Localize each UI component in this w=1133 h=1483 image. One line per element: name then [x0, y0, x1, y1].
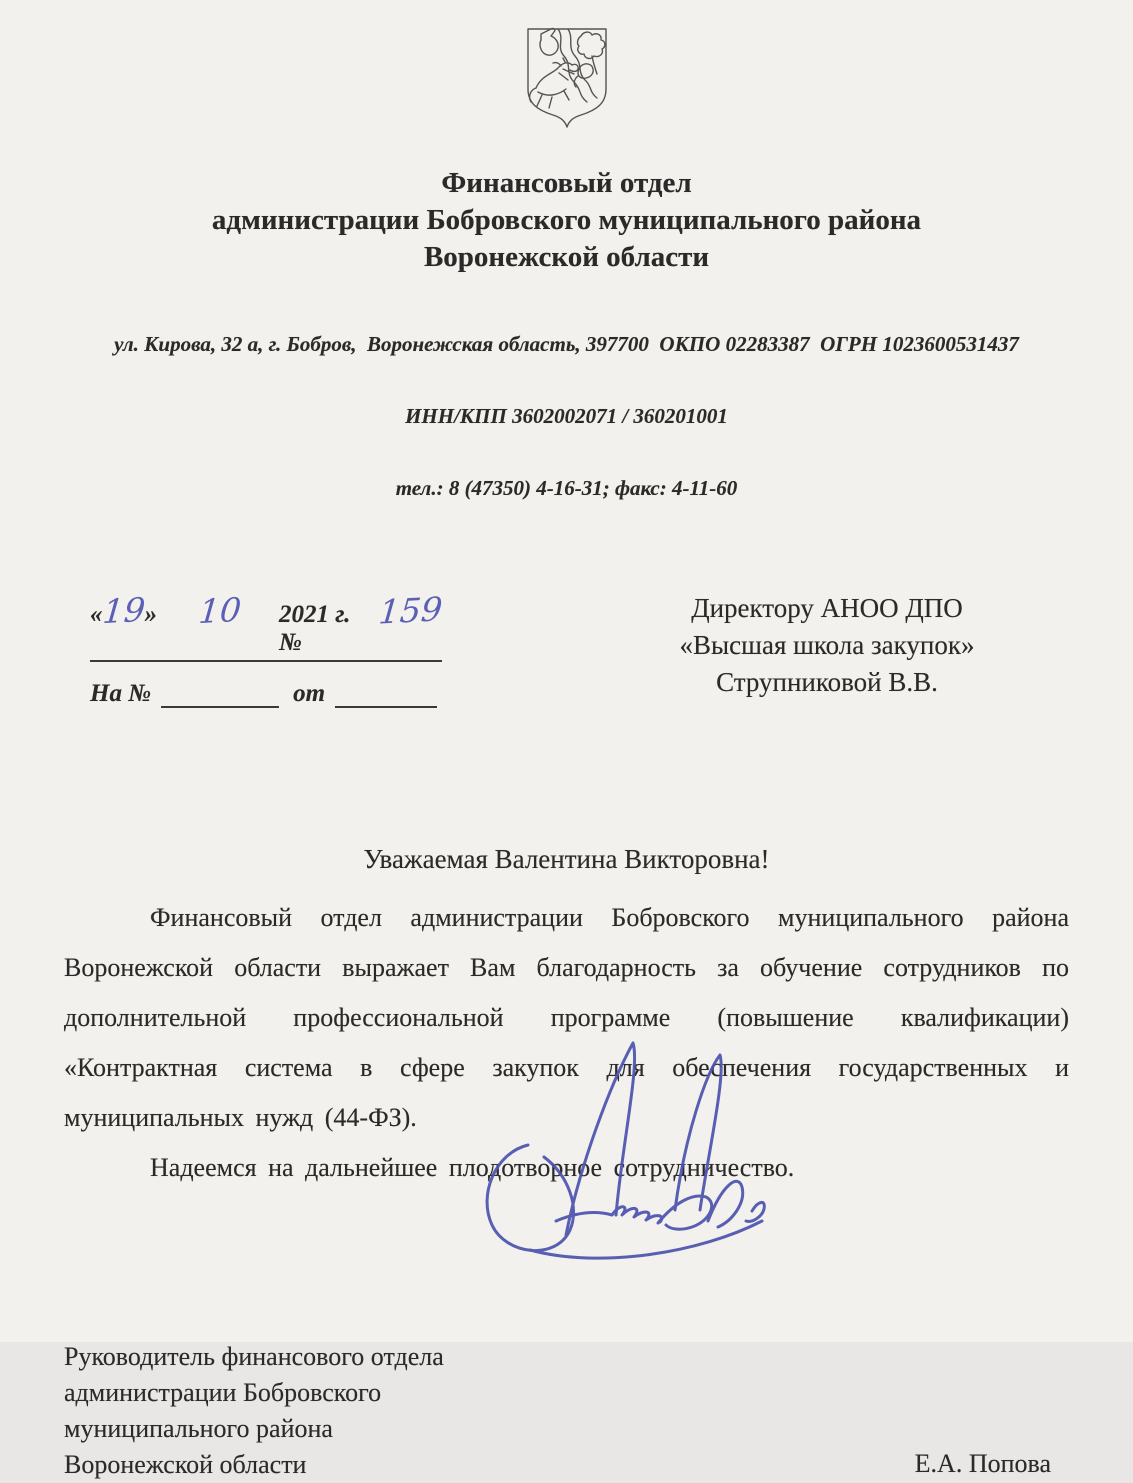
org-name-line-2: администрации Бобровского муниципального района [211, 204, 922, 236]
bobrov-coat-of-arms-icon [519, 26, 615, 130]
org-name-line-1: Финансовый отдел [441, 167, 692, 199]
handwritten-number: 159 [377, 589, 444, 632]
salutation: Уважаемая Валентина Викторовна! [363, 844, 770, 875]
handwritten-month: 10 [197, 589, 243, 632]
addressee-line-3: Струпниковой В.В. [716, 667, 938, 697]
reply-from-label: от [293, 680, 326, 708]
letterhead [64, 165, 1069, 548]
open-quote: « [90, 601, 103, 628]
signer-position [64, 1339, 444, 1483]
org-phone-line: тел.: 8 (47350) 4-16-31; факс: 4-11-60 [395, 476, 738, 500]
blank-line [161, 680, 279, 708]
signer-position-line-1: Руководитель финансового отдела [64, 1342, 444, 1372]
org-name-line-3: Воронежской области [423, 241, 710, 273]
addressee-block [643, 590, 1011, 701]
close-quote: » [144, 601, 157, 628]
body-paragraph-1: Финансовый отдел администрации Бобровского муниципального района Воронежской области выражает Вам благодарность за обучение сотрудников по дополнительной профессиональной программе (повышение квалификации) «Контрактная система в сфере закупок для обеспечения государственных и муниципальных нужд (44-ФЗ). [64, 903, 1069, 1133]
signature-block [64, 1339, 1069, 1483]
org-address-line: ул. Кирова, 32 а, г. Бобров, Воронежская область, 397700 ОКПО 02283387 ОГРН 1023600531437 [114, 332, 1019, 356]
reply-reference-line [90, 680, 442, 708]
date-number-line [90, 589, 444, 662]
reply-label: На № [90, 680, 152, 708]
body-paragraph-2: Надеемся на дальнейшее плодотворное сотрудничество. [150, 1153, 795, 1183]
signer-position-line-3: муниципального района [64, 1414, 333, 1444]
reference-block [90, 589, 444, 708]
handwritten-day: 19 [100, 589, 147, 632]
signer-position-line-2: администрации Бобровского [64, 1378, 382, 1408]
blank-line [335, 680, 437, 708]
handwritten-signature-icon [470, 1025, 800, 1285]
addressee-line-1: Директору АНОО ДПО [691, 593, 963, 623]
signer-position-line-4: Воронежской области [64, 1450, 307, 1480]
org-inn-kpp-line: ИНН/КПП 3602002071 / 360201001 [405, 404, 728, 428]
reference-and-addressee-row [64, 589, 1069, 708]
year-number-label: 2021 г. № [279, 601, 351, 656]
letterhead-emblem [64, 26, 1069, 135]
signer-name: Е.А. Попова [914, 1449, 1051, 1479]
addressee-line-2: «Высшая школа закупок» [679, 630, 975, 660]
